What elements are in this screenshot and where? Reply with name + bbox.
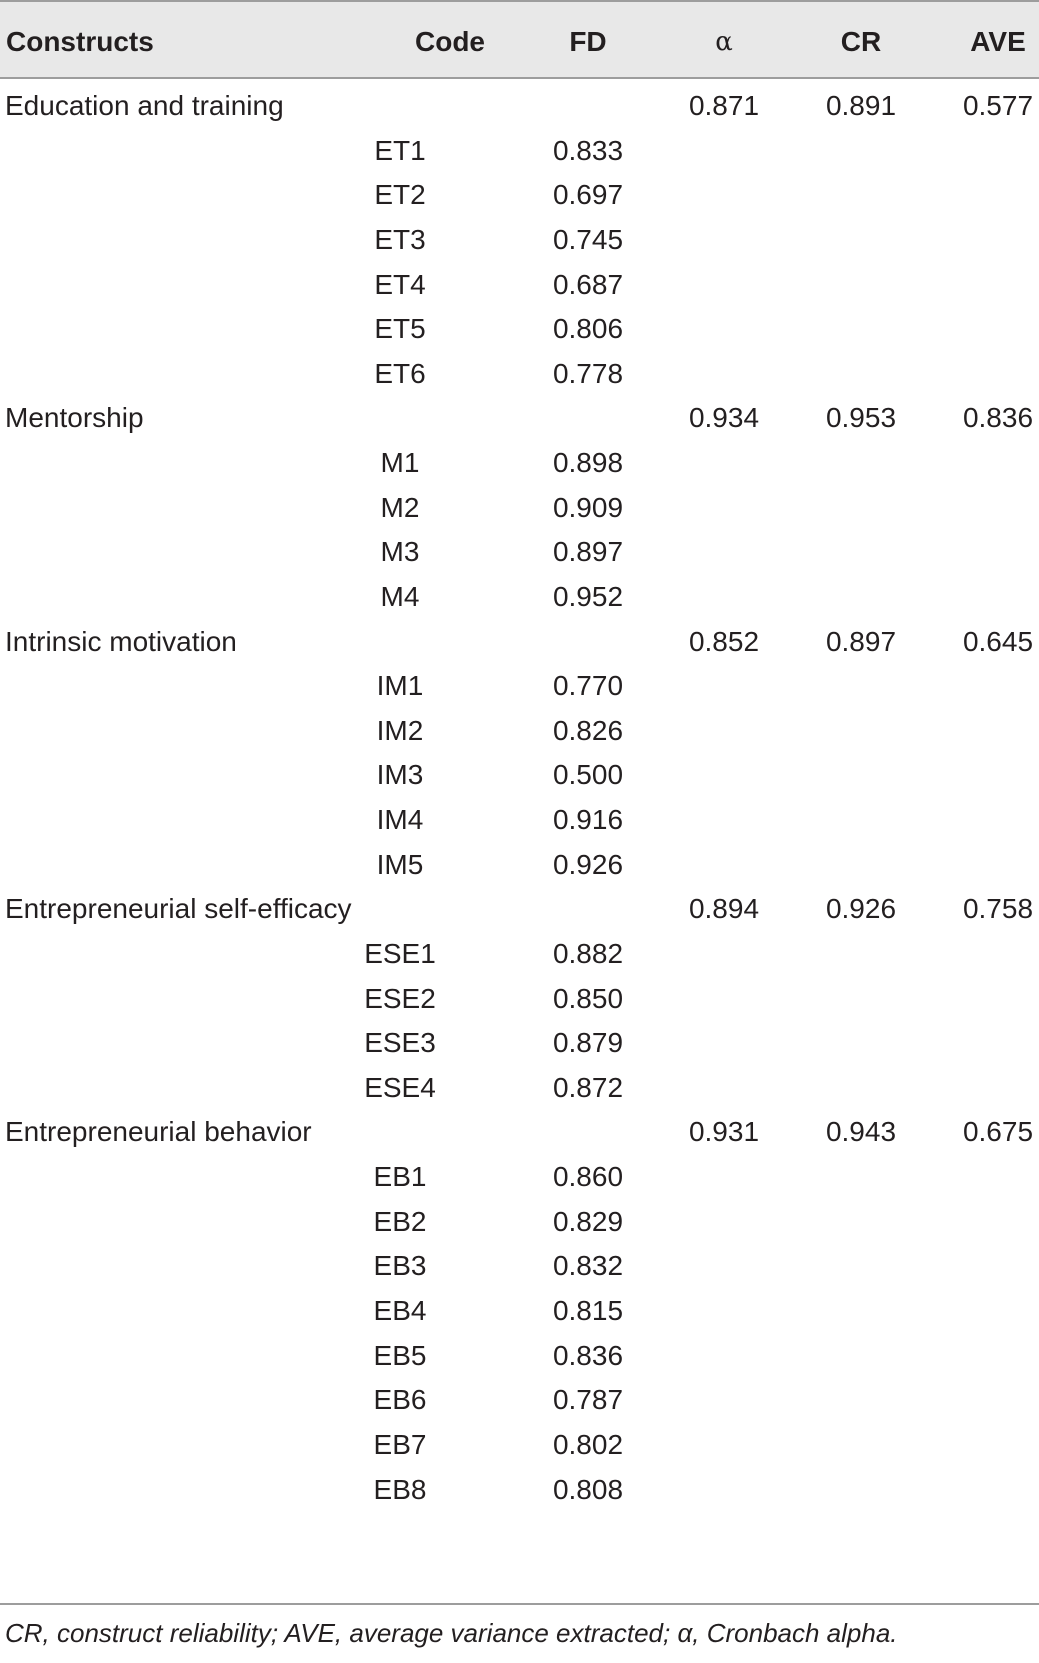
table-row	[0, 930, 1039, 978]
fd-cell: 0.882	[552, 937, 624, 969]
fd-cell: 0.897	[552, 536, 624, 568]
table-row	[0, 796, 1039, 844]
column-header-fd: FD	[569, 26, 607, 57]
fd-cell: 0.879	[552, 1027, 624, 1059]
alpha-cell: 0.871	[688, 90, 760, 121]
code-cell: ESE2	[364, 982, 436, 1014]
table-row	[0, 1064, 1039, 1112]
fd-cell: 0.687	[552, 268, 624, 300]
fd-cell: 0.770	[552, 670, 624, 702]
table-row	[0, 82, 1039, 130]
fd-cell: 0.806	[552, 313, 624, 345]
code-cell: EB1	[373, 1161, 427, 1193]
fd-cell: 0.833	[552, 134, 624, 166]
fd-cell: 0.952	[552, 580, 624, 612]
table-footnote: CR, construct reliability; AVE, average variance extracted; α, Cronbach alpha.	[5, 1618, 898, 1648]
code-cell: ET4	[374, 268, 426, 300]
table-row	[0, 1242, 1039, 1290]
fd-cell: 0.745	[552, 223, 624, 255]
code-cell: EB4	[373, 1295, 427, 1326]
table-row	[0, 394, 1039, 442]
code-cell: EB5	[373, 1339, 427, 1371]
table-header	[0, 0, 1039, 77]
table-row	[0, 841, 1039, 889]
code-cell: M2	[380, 491, 420, 523]
construct-cell: Entrepreneurial behavior	[5, 1116, 312, 1148]
table-row	[0, 305, 1039, 353]
code-cell: M4	[380, 580, 420, 612]
column-header-ave: AVE	[970, 26, 1026, 57]
cr-cell: 0.926	[825, 893, 897, 925]
construct-cell: Mentorship	[5, 402, 144, 434]
fd-cell: 0.829	[552, 1205, 624, 1237]
table-row	[0, 662, 1039, 710]
table-row	[0, 1287, 1039, 1335]
table-row	[0, 1332, 1039, 1380]
code-cell: ET3	[374, 223, 426, 255]
alpha-cell: 0.852	[688, 625, 760, 657]
column-header-code: Code	[415, 26, 485, 57]
code-cell: EB2	[373, 1205, 427, 1237]
header-divider	[0, 77, 1039, 79]
table-bottom-divider	[0, 1603, 1039, 1605]
cr-cell: 0.897	[825, 625, 897, 657]
cr-cell: 0.953	[825, 402, 897, 434]
alpha-cell: 0.894	[688, 893, 760, 925]
fd-cell: 0.808	[552, 1473, 624, 1505]
table-row	[0, 975, 1039, 1023]
fd-cell: 0.697	[552, 179, 624, 211]
code-cell: M1	[380, 447, 420, 479]
fd-cell: 0.909	[552, 491, 624, 523]
table-row	[0, 1019, 1039, 1067]
code-cell: ET2	[374, 179, 426, 211]
cr-cell: 0.943	[825, 1116, 897, 1148]
table-row	[0, 1198, 1039, 1246]
construct-cell: Intrinsic motivation	[5, 625, 237, 657]
table-row	[0, 1466, 1039, 1514]
fd-cell: 0.860	[552, 1161, 624, 1193]
cr-cell: 0.891	[825, 90, 897, 121]
table-row	[0, 216, 1039, 264]
table-row	[0, 127, 1039, 175]
ave-cell: 0.836	[962, 402, 1034, 434]
fd-cell: 0.916	[552, 804, 624, 836]
code-cell: ET6	[374, 357, 426, 389]
table-row	[0, 1421, 1039, 1469]
fd-cell: 0.850	[552, 982, 624, 1014]
table-row	[0, 885, 1039, 933]
ave-cell: 0.675	[962, 1116, 1034, 1148]
code-cell: IM2	[376, 714, 424, 746]
code-cell: IM1	[376, 670, 424, 702]
code-cell: IM3	[376, 759, 424, 791]
table-row	[0, 707, 1039, 755]
code-cell: ET5	[374, 313, 426, 345]
code-cell: IM5	[376, 848, 424, 880]
table-row	[0, 573, 1039, 621]
column-header-cr: CR	[840, 26, 882, 57]
fd-cell: 0.872	[552, 1071, 624, 1103]
code-cell: M3	[380, 536, 420, 568]
ave-cell: 0.645	[962, 625, 1034, 657]
ave-cell: 0.577	[962, 90, 1034, 121]
code-cell: EB3	[373, 1250, 427, 1282]
fd-cell: 0.778	[552, 357, 624, 389]
code-cell: IM4	[376, 804, 424, 836]
code-cell: ET1	[374, 134, 426, 166]
construct-cell: Entrepreneurial self-efficacy	[5, 893, 352, 925]
table-row	[0, 484, 1039, 532]
fd-cell: 0.898	[552, 447, 624, 479]
alpha-cell: 0.934	[688, 402, 760, 434]
table-row	[0, 1108, 1039, 1156]
table-row	[0, 751, 1039, 799]
table-row	[0, 1376, 1039, 1424]
fd-cell: 0.815	[552, 1295, 624, 1326]
table-row	[0, 1153, 1039, 1201]
code-cell: ESE3	[364, 1027, 436, 1059]
table-row	[0, 261, 1039, 309]
code-cell: EB6	[373, 1384, 427, 1416]
column-header-constructs: Constructs	[6, 26, 154, 57]
ave-cell: 0.758	[962, 893, 1034, 925]
code-cell: EB7	[373, 1428, 427, 1460]
table-row	[0, 618, 1039, 666]
table-row	[0, 528, 1039, 576]
fd-cell: 0.802	[552, 1428, 624, 1460]
table-row	[0, 350, 1039, 398]
fd-cell: 0.836	[552, 1339, 624, 1371]
fd-cell: 0.926	[552, 848, 624, 880]
code-cell: ESE1	[364, 937, 436, 969]
fd-cell: 0.832	[552, 1250, 624, 1282]
construct-cell: Education and training	[5, 90, 284, 121]
fd-cell: 0.500	[552, 759, 624, 791]
code-cell: EB8	[373, 1473, 427, 1505]
alpha-cell: 0.931	[688, 1116, 760, 1148]
fd-cell: 0.787	[552, 1384, 624, 1416]
fd-cell: 0.826	[552, 714, 624, 746]
table-row	[0, 439, 1039, 487]
column-header-alpha: α	[715, 27, 733, 57]
code-cell: ESE4	[364, 1071, 436, 1103]
table-row	[0, 171, 1039, 219]
